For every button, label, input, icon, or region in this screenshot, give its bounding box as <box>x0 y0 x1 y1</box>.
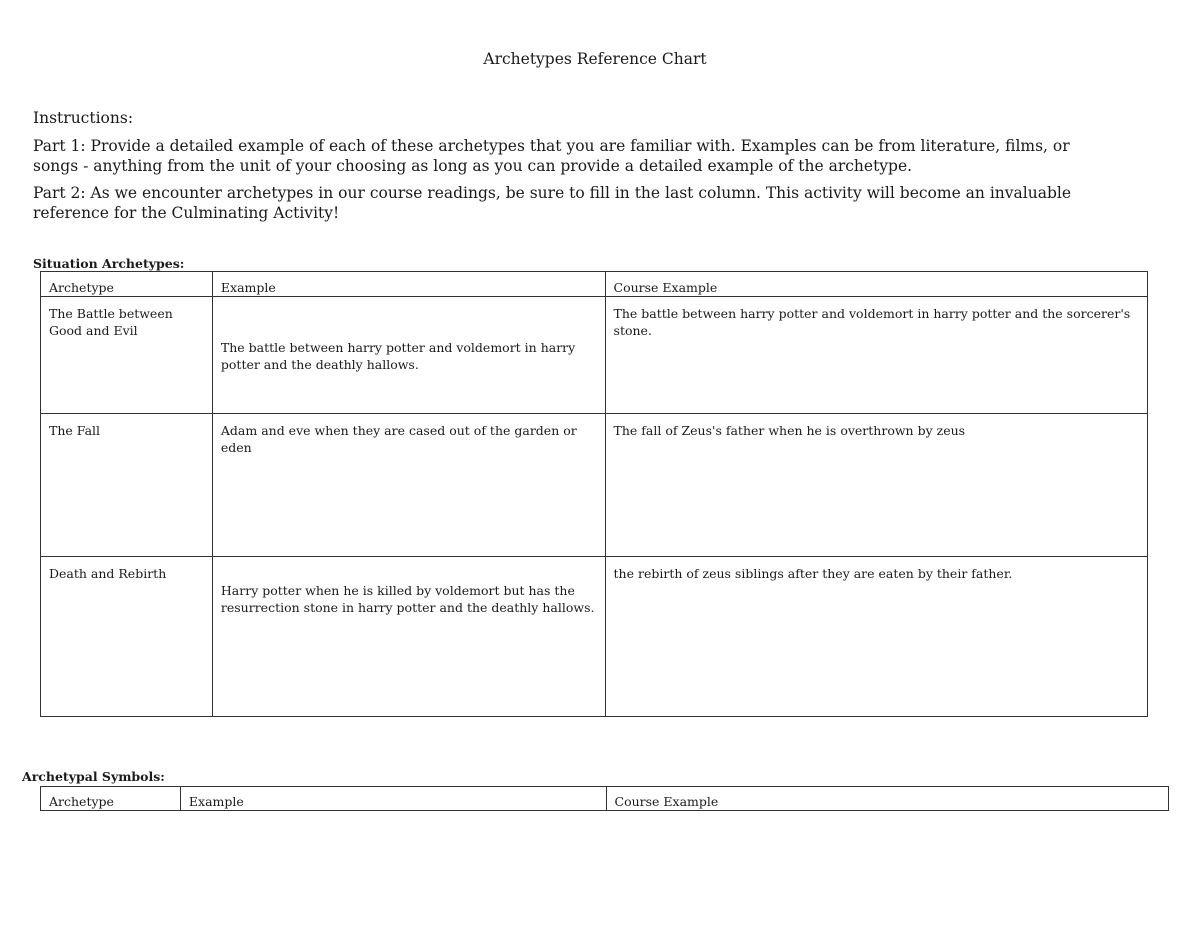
table-header-row <box>41 787 1169 811</box>
example-text: Harry potter when he is killed by voldemort but has the resurrection stone in harry potter and the deathly hallows. <box>220 583 595 615</box>
situation-archetypes-heading: Situation Archetypes: <box>33 256 185 271</box>
instructions-part-2: Part 2: As we encounter archetypes in our course readings, be sure to fill in the last column. This activity will become an invaluable reference for the Culminating Activity! <box>33 184 1072 222</box>
archetype-cell[interactable] <box>41 297 213 414</box>
table-row <box>41 557 1148 717</box>
archetype-text: The Battle between Good and Evil <box>49 306 173 338</box>
column-header-course-example: Course Example <box>605 272 1147 297</box>
archetype-text: Death and Rebirth <box>49 566 167 581</box>
column-header-archetype: Archetype <box>41 787 181 811</box>
column-header-course-example: Course Example <box>606 787 1168 811</box>
archetypal-symbols-table <box>40 786 1169 811</box>
course-example-cell[interactable] <box>605 414 1147 557</box>
column-header-archetype: Archetype <box>41 272 213 297</box>
instructions-label: Instructions: <box>33 109 134 127</box>
instructions-part-1: Part 1: Provide a detailed example of each of these archetypes that you are familiar with. Examples can be from literature, films, or songs - anything from the unit of your choosing as long as you can provide a detailed example of the archetype. <box>33 137 1070 175</box>
course-example-cell[interactable] <box>605 557 1147 717</box>
course-example-text: the rebirth of zeus siblings after they are eaten by their father. <box>613 566 1013 581</box>
example-cell[interactable] <box>212 557 605 717</box>
course-example-text: The fall of Zeus's father when he is overthrown by zeus <box>613 423 966 438</box>
archetype-cell[interactable] <box>41 557 213 717</box>
situation-archetypes-table <box>40 271 1148 717</box>
example-cell[interactable] <box>212 297 605 414</box>
course-example-cell[interactable] <box>605 297 1147 414</box>
document-title: Archetypes Reference Chart <box>483 50 707 68</box>
column-header-example: Example <box>212 272 605 297</box>
table-row <box>41 414 1148 557</box>
example-text: The battle between harry potter and voldemort in harry potter and the deathly hallows. <box>220 340 576 372</box>
example-text: Adam and eve when they are cased out of the garden or eden <box>220 423 577 455</box>
archetypal-symbols-heading: Archetypal Symbols: <box>22 769 165 784</box>
course-example-text: The battle between harry potter and voldemort in harry potter and the sorcerer's stone. <box>613 306 1131 338</box>
table-row <box>41 297 1148 414</box>
table-header-row <box>41 272 1148 297</box>
column-header-example: Example <box>180 787 606 811</box>
archetype-text: The Fall <box>49 423 101 438</box>
example-cell[interactable] <box>212 414 605 557</box>
archetype-cell[interactable] <box>41 414 213 557</box>
